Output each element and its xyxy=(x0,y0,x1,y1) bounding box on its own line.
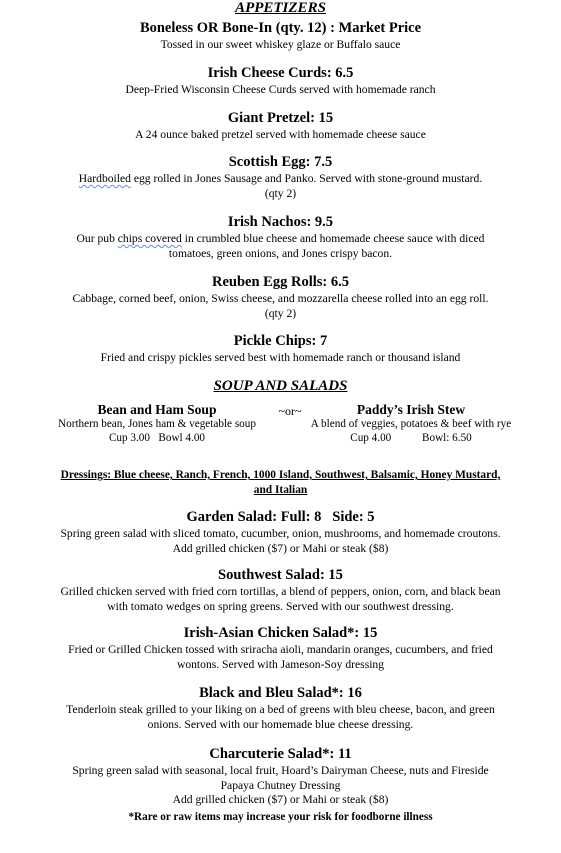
menu-item-pickle-chips xyxy=(20,333,541,366)
item-desc xyxy=(20,585,541,614)
soup-or-divider: ~or~ xyxy=(278,404,302,418)
item-desc xyxy=(20,351,541,366)
item-desc xyxy=(20,128,541,143)
foodborne-illness-notice: *Rare or raw items may increase your risk for foodborne illness xyxy=(128,811,433,823)
dressings-line: and Italian xyxy=(253,484,308,496)
menu-item-black-and-bleu-salad xyxy=(20,685,541,732)
item-desc-line: Papaya Chutney Dressing xyxy=(220,778,341,792)
item-desc-line: A 24 ounce baked pretzel served with homemade cheese sauce xyxy=(135,128,426,141)
item-desc xyxy=(20,172,541,201)
soup-price xyxy=(40,432,274,446)
item-desc-line: Add grilled chicken ($7) or Mahi or steak ($8) xyxy=(172,793,389,806)
item-desc-line: Fried and crispy pickles served best with homemade ranch or thousand island xyxy=(100,351,461,364)
soup-salads-heading: SOUP AND SALADS xyxy=(213,378,348,394)
appetizers-heading: APPETIZERS xyxy=(235,0,326,16)
soup-bowl-price: Bowl: 6.50 xyxy=(422,431,472,444)
item-desc xyxy=(20,703,541,732)
soup-bean-and-ham xyxy=(40,402,274,445)
soup-bowl-price: Bowl 4.00 xyxy=(158,431,206,444)
soup-title: Bean and Ham Soup xyxy=(97,402,217,417)
item-desc-line: tomatoes, green onions, and Jones crispy bacon. xyxy=(168,246,393,260)
spellcheck-mark: Hardboiled xyxy=(78,172,131,185)
item-desc-line: Our pub chips covered in crumbled blue cheese and homemade cheese sauce with diced xyxy=(76,232,485,245)
item-desc-line: Tenderloin steak grilled to your liking on a bed of greens with bleu cheese, bacon, and green xyxy=(66,703,495,716)
soup-cup-price: Cup 4.00 xyxy=(350,431,392,444)
soup-paddys-irish-stew xyxy=(294,402,528,445)
menu-item-irish-cheese-curds xyxy=(20,65,541,98)
item-desc-line: with tomato wedges on spring greens. Served with our southwest dressing. xyxy=(107,599,454,613)
menu-item-giant-pretzel xyxy=(20,110,541,143)
menu-item-irish-nachos xyxy=(20,214,541,261)
soup-desc: Northern bean, Jones ham & vegetable soup xyxy=(58,418,256,430)
item-desc-line: Spring green salad with sliced tomato, cucumber, onion, mushrooms, and homemade croutons. xyxy=(60,527,501,540)
item-desc xyxy=(20,292,541,321)
item-title: Charcuterie Salad*: 11 xyxy=(209,746,352,762)
item-title: Irish Cheese Curds: 6.5 xyxy=(207,65,354,81)
soup-desc: A blend of veggies, potatoes & beef with rye xyxy=(310,418,512,430)
soup-cup-price: Cup 3.00 xyxy=(108,431,150,444)
item-desc-line: wontons. Served with Jameson-Soy dressing xyxy=(176,657,385,671)
item-desc xyxy=(20,764,541,808)
menu-item-charcuterie-salad xyxy=(20,746,541,808)
menu-item-southwest-salad xyxy=(20,567,541,614)
item-desc xyxy=(20,38,541,53)
item-title: Scottish Egg: 7.5 xyxy=(228,154,333,170)
item-desc xyxy=(20,643,541,672)
item-title: Giant Pretzel: 15 xyxy=(227,110,334,126)
soup-price xyxy=(294,432,528,446)
item-title: Southwest Salad: 15 xyxy=(218,567,343,583)
item-desc-line: (qty 2) xyxy=(264,306,297,320)
item-desc-line: Spring green salad with seasonal, local fruit, Hoard’s Dairyman Cheese, nuts and Fireside xyxy=(72,764,489,777)
item-title: Irish Nachos: 9.5 xyxy=(227,214,334,230)
item-title: Black and Bleu Salad*: 16 xyxy=(199,685,362,701)
item-title: Irish-Asian Chicken Salad*: 15 xyxy=(183,625,378,641)
item-desc-line: Cabbage, corned beef, onion, Swiss cheese, and mozzarella cheese rolled into an egg roll. xyxy=(72,292,489,305)
item-title: Boneless OR Bone-In (qty. 12) : Market Price xyxy=(139,20,422,36)
item-desc-line: Grilled chicken served with fried corn tortillas, a blend of peppers, onion, corn, and black bean xyxy=(60,585,501,598)
menu-item-garden-salad xyxy=(20,509,541,556)
dressings-line: Dressings: Blue cheese, Ranch, French, 1000 Island, Southwest, Balsamic, Honey Mustard, xyxy=(60,469,501,481)
soup-title: Paddy’s Irish Stew xyxy=(356,402,466,417)
menu-item-boneless-wings xyxy=(20,20,541,53)
item-desc-line: Hardboiled egg rolled in Jones Sausage and Panko. Served with stone-ground mustard. xyxy=(78,172,483,185)
item-desc-line: Fried or Grilled Chicken tossed with sriracha aioli, mandarin oranges, cucumbers, and fried xyxy=(68,643,493,656)
menu-item-irish-asian-chicken-salad xyxy=(20,625,541,672)
item-desc xyxy=(20,527,541,556)
spellcheck-mark: chips covered xyxy=(117,232,182,245)
item-title: Reuben Egg Rolls: 6.5 xyxy=(212,274,349,290)
item-desc-line: Add grilled chicken ($7) or Mahi or steak ($8) xyxy=(172,541,389,555)
dressings-list xyxy=(40,468,521,498)
menu-item-reuben-egg-rolls xyxy=(20,274,541,321)
item-title: Garden Salad: Full: 8 Side: 5 xyxy=(186,509,375,525)
item-title: Pickle Chips: 7 xyxy=(233,333,328,349)
item-desc xyxy=(20,83,541,98)
item-desc xyxy=(20,232,541,261)
menu-item-scottish-egg xyxy=(20,154,541,201)
item-desc-line: (qty 2) xyxy=(264,186,297,200)
item-desc-line: onions. Served with our homemade blue cheese dressing. xyxy=(147,717,414,731)
item-desc-line: Tossed in our sweet whiskey glaze or Buffalo sauce xyxy=(160,38,401,51)
item-desc-line: Deep-Fried Wisconsin Cheese Curds served with homemade ranch xyxy=(125,83,436,96)
